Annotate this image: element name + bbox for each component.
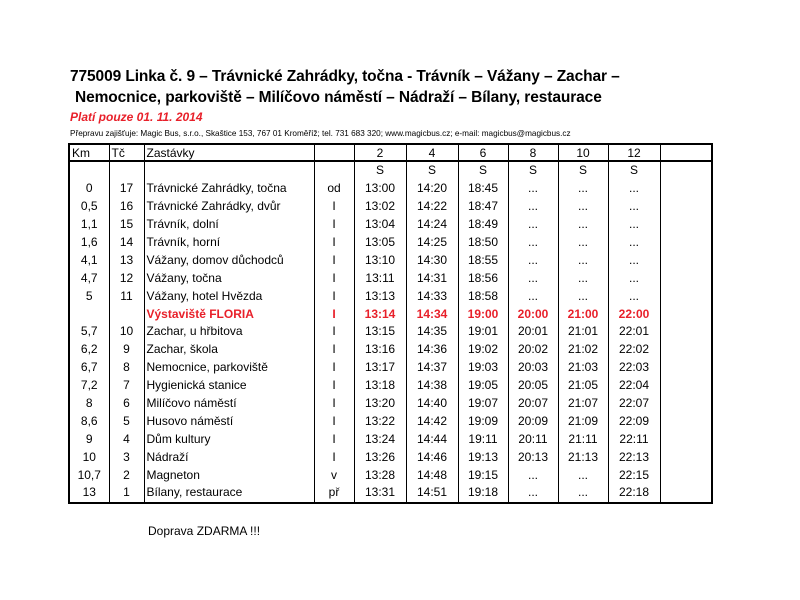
time-cell: 22:11	[608, 430, 660, 448]
time-cell: ...	[508, 287, 558, 305]
time-cell: 13:00	[354, 180, 406, 198]
table-row	[69, 341, 712, 359]
stop-order-cell: 11	[109, 287, 144, 305]
time-cell: 20:07	[508, 395, 558, 413]
table-row	[69, 287, 712, 305]
stop-name-cell: Zachar, škola	[146, 342, 218, 357]
time-cell: 21:11	[558, 430, 608, 448]
col-header-blank	[660, 144, 712, 161]
stop-order-cell: 8	[109, 359, 144, 377]
stop-order-cell: 14	[109, 234, 144, 252]
time-cell: 19:05	[458, 377, 508, 395]
time-cell: 21:13	[558, 448, 608, 466]
km-cell: 1,6	[69, 234, 109, 252]
symbol-cell: I	[314, 377, 354, 395]
time-cell: 14:31	[406, 269, 458, 287]
blank-cell	[660, 323, 712, 341]
table-row	[69, 216, 712, 234]
km-cell: 13	[69, 484, 109, 503]
time-cell: 14:36	[406, 341, 458, 359]
col-header-tc: Tč	[109, 144, 144, 161]
time-cell: 18:49	[458, 216, 508, 234]
km-cell: 6,2	[69, 341, 109, 359]
time-cell: 14:40	[406, 395, 458, 413]
symbol-cell: I	[314, 216, 354, 234]
col-header-trip-2: 2	[354, 144, 406, 161]
stop-order-cell: 9	[109, 341, 144, 359]
symbol-cell: I	[314, 287, 354, 305]
stop-order-cell: 13	[109, 251, 144, 269]
symbol-cell: I	[314, 305, 354, 323]
time-cell: 13:02	[354, 198, 406, 216]
time-cell: 19:13	[458, 448, 508, 466]
stop-order-cell: 10	[109, 323, 144, 341]
time-cell: ...	[508, 251, 558, 269]
stop-name-cell: Vážany, točna	[146, 270, 222, 285]
time-cell: 19:03	[458, 359, 508, 377]
time-cell: 20:09	[508, 412, 558, 430]
time-cell: 20:05	[508, 377, 558, 395]
time-cell: 14:34	[406, 305, 458, 323]
blank-cell	[660, 234, 712, 252]
free-transport-note: Doprava ZDARMA !!!	[148, 524, 261, 538]
table-row	[69, 412, 712, 430]
time-cell: ...	[558, 484, 608, 503]
title-line-1: 775009 Linka č. 9 – Trávnické Zahrádky, točna - Trávník – Vážany – Zachar –	[70, 68, 620, 85]
time-cell: ...	[558, 466, 608, 484]
stop-order-cell: 1	[109, 484, 144, 503]
symbol-cell: od	[314, 180, 354, 198]
time-cell: 14:51	[406, 484, 458, 503]
time-cell: ...	[558, 251, 608, 269]
stop-name-cell: Trávnické Zahrádky, točna	[146, 181, 287, 196]
table-row	[69, 251, 712, 269]
time-cell: 22:04	[608, 377, 660, 395]
time-cell: 14:35	[406, 323, 458, 341]
stop-name-cell: Trávnické Zahrádky, dvůr	[146, 199, 281, 214]
stop-name-cell: Husovo náměstí	[146, 413, 234, 428]
time-cell: 14:48	[406, 466, 458, 484]
km-cell	[69, 305, 109, 323]
time-cell: 13:20	[354, 395, 406, 413]
time-cell: ...	[608, 234, 660, 252]
km-cell: 5	[69, 287, 109, 305]
header-row	[69, 144, 712, 161]
blank-cell	[660, 269, 712, 287]
day-code: S	[508, 161, 558, 180]
time-cell: 19:15	[458, 466, 508, 484]
time-cell: 22:15	[608, 466, 660, 484]
table-row	[69, 323, 712, 341]
time-cell: ...	[558, 269, 608, 287]
table-row	[69, 234, 712, 252]
blank-cell	[660, 466, 712, 484]
stop-name-cell: Dům kultury	[146, 431, 211, 446]
time-cell: ...	[558, 216, 608, 234]
day-code: S	[458, 161, 508, 180]
time-cell: 20:00	[508, 305, 558, 323]
stop-name-cell: Bílany, restaurace	[144, 484, 314, 503]
blank-cell	[660, 359, 712, 377]
time-cell: 14:42	[406, 412, 458, 430]
time-cell: ...	[508, 180, 558, 198]
blank-cell	[660, 448, 712, 466]
title-line-2: Nemocnice, parkoviště – Milíčovo náměstí – Nádraží – Bílany, restaurace	[75, 89, 602, 106]
time-cell: 13:24	[354, 430, 406, 448]
stop-name-cell: Vážany, hotel Hvězda	[146, 288, 263, 303]
km-cell: 10	[69, 448, 109, 466]
time-cell: 18:50	[458, 234, 508, 252]
time-cell: ...	[508, 466, 558, 484]
km-cell: 7,2	[69, 377, 109, 395]
stop-name-cell: Vážany, domov důchodců	[146, 252, 284, 267]
symbol-cell: I	[314, 359, 354, 377]
time-cell: 13:28	[354, 466, 406, 484]
time-cell: ...	[508, 216, 558, 234]
time-cell: 19:07	[458, 395, 508, 413]
time-cell: 22:00	[608, 305, 660, 323]
time-cell: 22:18	[608, 484, 660, 503]
stop-order-cell	[109, 305, 144, 323]
time-cell: 14:33	[406, 287, 458, 305]
time-cell: ...	[608, 180, 660, 198]
symbol-cell: I	[314, 430, 354, 448]
symbol-cell: I	[314, 251, 354, 269]
timetable-title	[70, 66, 770, 108]
time-cell: ...	[608, 251, 660, 269]
col-header-trip-4: 4	[406, 144, 458, 161]
table-row	[69, 448, 712, 466]
stop-name-cell: Výstaviště FLORIA	[146, 306, 254, 321]
time-cell: 21:03	[558, 359, 608, 377]
table-row	[69, 377, 712, 395]
validity-notice: Platí pouze 01. 11. 2014	[70, 110, 203, 124]
blank-cell	[660, 287, 712, 305]
col-header-stops: Zastávky	[144, 144, 314, 161]
time-cell: 19:00	[458, 305, 508, 323]
table-row	[69, 484, 712, 503]
time-cell: 22:13	[608, 448, 660, 466]
day-code: S	[354, 161, 406, 180]
time-cell: 21:02	[558, 341, 608, 359]
time-cell: 21:01	[558, 323, 608, 341]
time-cell: 13:11	[354, 269, 406, 287]
blank-cell	[660, 484, 712, 503]
table-row	[69, 269, 712, 287]
time-cell: 13:22	[354, 412, 406, 430]
symbol-cell: I	[314, 198, 354, 216]
blank-cell	[660, 216, 712, 234]
time-cell: 18:47	[458, 198, 508, 216]
symbol-cell: I	[314, 323, 354, 341]
time-cell: 13:04	[354, 216, 406, 234]
time-cell: 22:09	[608, 412, 660, 430]
km-cell: 6,7	[69, 359, 109, 377]
time-cell: ...	[608, 216, 660, 234]
symbol-cell: I	[314, 234, 354, 252]
blank-cell	[660, 198, 712, 216]
time-cell: 18:56	[458, 269, 508, 287]
stop-name-cell: Trávník, horní	[146, 235, 221, 249]
time-cell: 22:03	[608, 359, 660, 377]
km-cell: 5,7	[69, 323, 109, 341]
time-cell: 14:20	[406, 180, 458, 198]
stop-name-cell: Trávník, dolní	[146, 217, 219, 232]
day-code: S	[406, 161, 458, 180]
km-cell: 1,1	[69, 216, 109, 234]
stop-order-cell: 12	[109, 269, 144, 287]
time-cell: 19:09	[458, 412, 508, 430]
blank-cell	[660, 251, 712, 269]
time-cell: 14:38	[406, 377, 458, 395]
stop-name-cell: Zachar, u hřbitova	[146, 324, 243, 339]
time-cell: 20:13	[508, 448, 558, 466]
symbol-cell: I	[314, 395, 354, 413]
time-cell: ...	[558, 198, 608, 216]
time-cell: ...	[508, 484, 558, 503]
table-row	[69, 430, 712, 448]
time-cell: ...	[508, 269, 558, 287]
time-cell: 14:22	[406, 198, 458, 216]
time-cell: 13:16	[354, 341, 406, 359]
time-cell: 21:00	[558, 305, 608, 323]
stop-name-cell: Hygienická stanice	[146, 378, 247, 393]
blank-cell	[660, 377, 712, 395]
day-code-row	[69, 161, 712, 180]
table-row	[69, 305, 712, 323]
time-cell: 13:31	[354, 484, 406, 503]
symbol-cell: I	[314, 341, 354, 359]
stop-name-cell: Magneton	[146, 467, 200, 482]
km-cell: 0,5	[69, 198, 109, 216]
time-cell: 14:25	[406, 234, 458, 252]
time-cell: ...	[558, 287, 608, 305]
time-cell: 20:01	[508, 323, 558, 341]
km-cell: 4,1	[69, 251, 109, 269]
symbol-cell: př	[314, 484, 354, 503]
stop-name-cell: Nádraží	[146, 449, 189, 464]
time-cell: 20:03	[508, 359, 558, 377]
blank-cell	[660, 341, 712, 359]
symbol-cell: I	[314, 269, 354, 287]
time-cell: ...	[558, 234, 608, 252]
time-cell: 13:26	[354, 448, 406, 466]
table-row	[69, 359, 712, 377]
time-cell: 13:10	[354, 251, 406, 269]
time-cell: 14:44	[406, 430, 458, 448]
time-cell: ...	[508, 198, 558, 216]
time-cell: 13:14	[354, 305, 406, 323]
time-cell: 19:01	[458, 323, 508, 341]
time-cell: 22:01	[608, 323, 660, 341]
col-header-trip-10: 10	[558, 144, 608, 161]
symbol-cell: I	[314, 448, 354, 466]
stop-order-cell: 15	[109, 216, 144, 234]
time-cell: 13:18	[354, 377, 406, 395]
time-cell: 21:05	[558, 377, 608, 395]
symbol-cell: v	[314, 466, 354, 484]
time-cell: 19:18	[458, 484, 508, 503]
stop-order-cell: 16	[109, 198, 144, 216]
col-header-trip-6: 6	[458, 144, 508, 161]
stop-order-cell: 7	[109, 377, 144, 395]
time-cell: 14:37	[406, 359, 458, 377]
col-header-trip-12: 12	[608, 144, 660, 161]
blank-cell	[660, 180, 712, 198]
km-cell: 8	[69, 395, 109, 413]
table-row	[69, 180, 712, 198]
time-cell: 14:24	[406, 216, 458, 234]
time-cell: 18:55	[458, 251, 508, 269]
time-cell: 20:11	[508, 430, 558, 448]
blank-cell	[660, 305, 712, 323]
time-cell: 13:17	[354, 359, 406, 377]
time-cell: 18:45	[458, 180, 508, 198]
blank-cell	[660, 430, 712, 448]
stop-order-cell: 6	[109, 395, 144, 413]
stop-order-cell: 17	[109, 180, 144, 198]
km-cell: 9	[69, 430, 109, 448]
timetable-body	[69, 144, 712, 503]
time-cell: 22:02	[608, 341, 660, 359]
km-cell: 0	[69, 180, 109, 198]
time-cell: 22:07	[608, 395, 660, 413]
symbol-cell: I	[314, 412, 354, 430]
col-header-symbol	[314, 144, 354, 161]
stop-order-cell: 5	[109, 412, 144, 430]
time-cell: 19:02	[458, 341, 508, 359]
time-cell: 13:13	[354, 287, 406, 305]
blank-cell	[660, 412, 712, 430]
day-code: S	[608, 161, 660, 180]
km-cell: 10,7	[69, 466, 109, 484]
stop-order-cell: 3	[109, 448, 144, 466]
stop-order-cell: 2	[109, 466, 144, 484]
time-cell: 13:15	[354, 323, 406, 341]
stop-name-cell: Milíčovo náměstí	[146, 396, 237, 411]
time-cell: ...	[558, 180, 608, 198]
table-row	[69, 198, 712, 216]
km-cell: 4,7	[69, 269, 109, 287]
km-cell: 8,6	[69, 412, 109, 430]
stop-name-cell: Nemocnice, parkoviště	[146, 360, 268, 375]
col-header-trip-8: 8	[508, 144, 558, 161]
timetable	[68, 143, 713, 504]
carrier-info: Přepravu zajišťuje: Magic Bus, s.r.o., Skaštice 153, 767 01 Kroměříž; tel. 731 683 320; www.magicbus.cz; e-mail: magicbus@magicbus.cz	[70, 129, 571, 138]
time-cell: 21:09	[558, 412, 608, 430]
time-cell: 13:05	[354, 234, 406, 252]
table-row	[69, 395, 712, 413]
time-cell: 19:11	[458, 430, 508, 448]
time-cell: 14:30	[406, 251, 458, 269]
blank-cell	[660, 395, 712, 413]
col-header-km: Km	[69, 144, 109, 161]
time-cell: 18:58	[458, 287, 508, 305]
time-cell: 21:07	[558, 395, 608, 413]
time-cell: ...	[508, 234, 558, 252]
time-cell: 14:46	[406, 448, 458, 466]
time-cell: ...	[608, 269, 660, 287]
time-cell: 20:02	[508, 341, 558, 359]
stop-order-cell: 4	[109, 430, 144, 448]
table-row	[69, 466, 712, 484]
time-cell: ...	[608, 287, 660, 305]
day-code: S	[558, 161, 608, 180]
time-cell: ...	[608, 198, 660, 216]
